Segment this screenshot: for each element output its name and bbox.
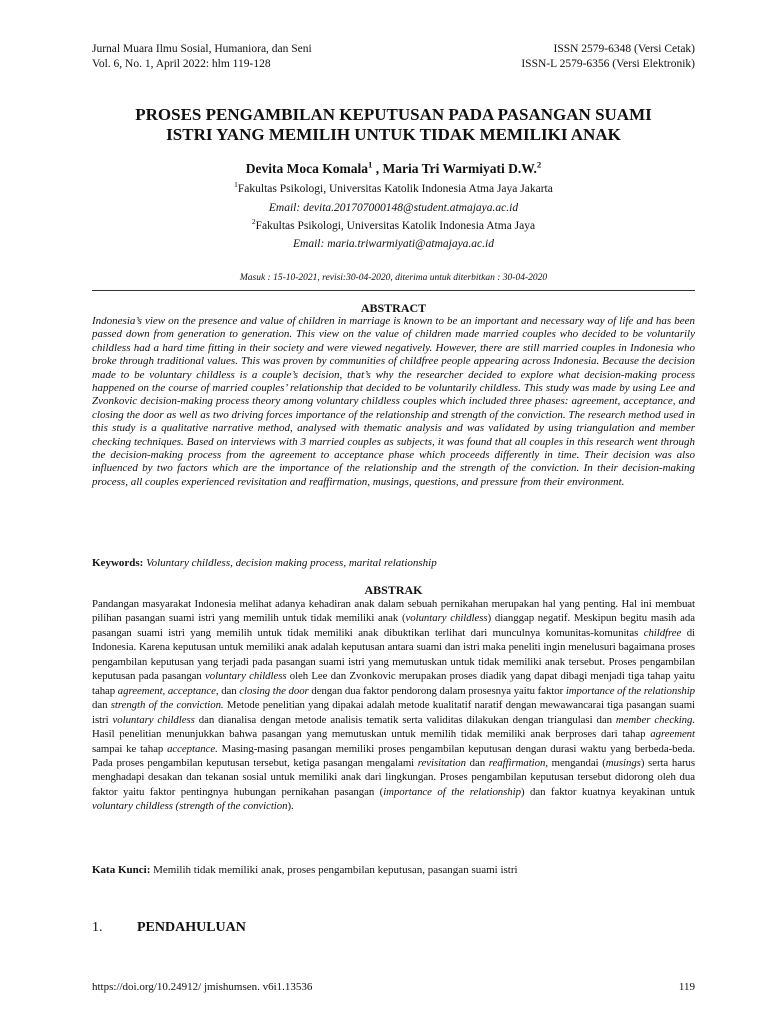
email-1: Email: devita.201707000148@student.atmajaya.ac.id bbox=[268, 202, 519, 214]
section-number: 1. bbox=[92, 920, 103, 935]
issn-online: ISSN-L 2579-6356 (Versi Elektronik) bbox=[521, 58, 695, 70]
affiliation-2-marker: 2 bbox=[251, 217, 256, 227]
abstrak-text-run: mengandai ( bbox=[547, 756, 606, 769]
submission-dates: Masuk : 15-10-2021, revisi:30-04-2020, diterima untuk diterbitkan : 30-04-2020 bbox=[239, 273, 548, 283]
abstrak-italic-term: revisitation bbox=[417, 756, 466, 769]
author-2: Maria Tri Warmiyati D.W. bbox=[382, 161, 537, 176]
abstrak-heading: ABSTRAK bbox=[364, 583, 423, 597]
abstrak-italic-term: reaffirmation, bbox=[488, 756, 548, 769]
abstrak-italic-term: voluntary childless bbox=[112, 713, 195, 726]
abstrak-italic-term: voluntary childless bbox=[205, 670, 287, 683]
kata-kunci-label: Kata Kunci: bbox=[92, 864, 151, 876]
abstrak-italic-term: voluntary childless bbox=[405, 612, 488, 625]
abstract-heading: ABSTRACT bbox=[360, 301, 427, 315]
abstrak-text-run: ) serta harus menghadapi desakan dan tekanan sosial untuk memiliki anak dari lingkungan. Proses pengambilan keputusan tersebut didorong oleh dua faktor yaitu faktor pentingnya hubungan pernikahan pasangan ( bbox=[92, 756, 695, 798]
abstrak-text-run: Pandangan masyarakat Indonesia melihat adanya kehadiran anak dalam sebuah pernikahan merupakan hal yang penting. Hal ini membuat pilihan pasangan suami istri yang memilih untuk tidak memiliki anak ( bbox=[92, 598, 695, 625]
affiliation-2-text: Fakultas Psikologi, Universitas Katolik Indonesia Atma Jaya bbox=[255, 220, 536, 232]
author-list bbox=[92, 160, 695, 178]
author-1: Devita Moca Komala bbox=[245, 161, 368, 176]
email-2: Email: maria.triwarmiyati@atmajaya.ac.id bbox=[293, 238, 494, 250]
abstrak-text-run: Masing-masing pasangan memiliki proses pengambilan keputusan dengan durasi waktu yang berbeda-beda. Pada proses pengambilan keputusan tersebut, ketiga pasangan mengalami bbox=[92, 742, 695, 769]
abstrak-text-run: dan bbox=[465, 756, 489, 769]
abstrak-italic-term: acceptance. bbox=[167, 742, 218, 755]
abstract-text: Indonesia’s view on the presence and value of children in marriage is known to be an important and necessary way of life and has been passed down from generation to generation. This view on the value of children made married couples who decided to be voluntarily childless had a hard time fitting in their society and were viewed negatively. However, there are still married couples in Indonesia who broke through traditional values. This was proven by communities of childfree people appearing across Indonesia. Because the decision made to be voluntary childless is a couple’s decision, that’s why the researcher decided to explore what decision-making process happened on the course of married couples’ relationship that decided to be voluntarily childless. This study was made by using Lee and Zvonkovic decision-making process theory among voluntary childless couples which included three phases: agreement, acceptance, and closing the door as well as two driving forces importance of the relationship and strength of the conviction. The research method used in this study is a qualitative narrative method, analysed with thematic analysis and was validated by using triangulation and member checking techniques. Based on interviews with 3 married couples as subjects, it was found that all couples in this research went through the decision-making process from the agreement to acceptance phase which proceeds differently in time. Their decision was also influenced by two factors which are the importance of the relationship and the strength of the conviction. In their decision-making process, all couples experienced revisitation and reaffirmation, musings, questions, and pressure from their environment. bbox=[92, 315, 695, 488]
divider bbox=[92, 290, 695, 291]
affiliation-2 bbox=[92, 219, 695, 234]
abstrak-text-run: dan bbox=[218, 684, 240, 697]
abstrak-italic-term: agreement bbox=[650, 728, 695, 741]
journal-name: Jurnal Muara Ilmu Sosial, Humaniora, dan Seni bbox=[92, 43, 312, 55]
abstrak-text-run: di Indonesia. Karena keputusan untuk memiliki anak adalah keputusan antara suami dan istri maka peneliti ingin menelusuri bagaimana proses pengambilan keputusan yang terjadi pada pasangan suami istri yang memutuskan untuk tidak memiliki anak tersebut. Proses pengambilan keputusan pada pasangan bbox=[92, 626, 695, 683]
author-1-marker: 1 bbox=[367, 159, 373, 170]
doi-link[interactable]: https://doi.org/10.24912/ jmishumsen. v6i1.13536 bbox=[92, 981, 313, 993]
abstrak-text-run: ) dan faktor kuatnya keyakinan untuk bbox=[520, 785, 695, 798]
abstrak-italic-term: strength of the conviction. bbox=[110, 699, 224, 712]
abstrak-italic-term: musings bbox=[605, 756, 641, 769]
section-title: PENDAHULUAN bbox=[137, 920, 246, 935]
author-2-marker: 2 bbox=[536, 159, 542, 170]
keywords-line bbox=[92, 557, 695, 570]
kata-kunci-line bbox=[92, 864, 695, 877]
article-title bbox=[92, 105, 695, 145]
author-separator: , bbox=[372, 161, 383, 176]
abstrak-italic-term: importance of the relationship bbox=[565, 684, 696, 697]
issn-print: ISSN 2579-6348 (Versi Cetak) bbox=[553, 43, 695, 55]
abstrak-italic-term: closing the door bbox=[239, 684, 309, 697]
journal-volume: Vol. 6, No. 1, April 2022: hlm 119-128 bbox=[92, 58, 271, 70]
title-line-2: ISTRI YANG MEMILIH UNTUK TIDAK MEMILIKI ANAK bbox=[166, 125, 621, 144]
abstrak-italic-term: member checking. bbox=[615, 713, 695, 726]
abstrak-italic-term: voluntary childless (strength of the conviction bbox=[92, 800, 288, 813]
affiliation-1-marker: 1 bbox=[234, 180, 238, 190]
abstrak-text-run: Hasil penelitian menunjukkan bahwa pasangan yang memutuskan untuk memilih tidak memiliki anak berproses dari tahap bbox=[92, 728, 651, 741]
abstrak-text-run: dengan dua faktor pendorong dalam prosesnya yaitu faktor bbox=[308, 684, 566, 697]
abstrak-text-run: ). bbox=[287, 800, 294, 813]
affiliation-1 bbox=[92, 182, 695, 197]
kata-kunci-text: Memilih tidak memiliki anak, proses pengambilan keputusan, pasangan suami istri bbox=[150, 864, 518, 876]
abstrak-text-run: Metode penelitian yang dipakai adalah metode kualitatif naratif dengan mewawancarai tiga pasangan suami istri bbox=[92, 699, 695, 726]
abstrak-text bbox=[92, 597, 695, 814]
running-header-right bbox=[521, 42, 695, 72]
abstrak-text-run: dan bbox=[92, 699, 111, 712]
abstrak-text-run: oleh Lee dan Zvonkovic merupakan proses diadik yang dapat dibagi menjadi tiga tahap yaitu tahap bbox=[92, 670, 696, 697]
abstrak-italic-term: importance of the relationship bbox=[383, 785, 521, 798]
section-heading bbox=[92, 919, 246, 937]
running-header-left bbox=[92, 42, 312, 72]
keywords-text: Voluntary childless, decision making process, marital relationship bbox=[143, 557, 437, 569]
abstrak-text-run: sampai ke tahap bbox=[92, 742, 168, 755]
title-line-1: PROSES PENGAMBILAN KEPUTUSAN PADA PASANGAN SUAMI bbox=[135, 105, 652, 124]
affiliation-1-text: Fakultas Psikologi, Universitas Katolik Indonesia Atma Jaya Jakarta bbox=[237, 183, 553, 195]
abstrak-italic-term: childfree bbox=[643, 626, 682, 639]
abstrak-italic-term: agreement, acceptance, bbox=[117, 684, 219, 697]
abstrak-text-run: ) dianggap negatif. Meskipun begitu masih ada pasangan suami istri yang memilih untuk tidak memiliki anak dibuktikan terlihat dari munculnya komunitas-komunitas bbox=[92, 612, 695, 639]
keywords-label: Keywords: bbox=[92, 557, 144, 569]
abstrak-text-run: dan dianalisa dengan metode analisis tematik serta validitas dilakukan dengan triangulasi dan bbox=[194, 713, 616, 726]
page-number: 119 bbox=[678, 981, 695, 993]
